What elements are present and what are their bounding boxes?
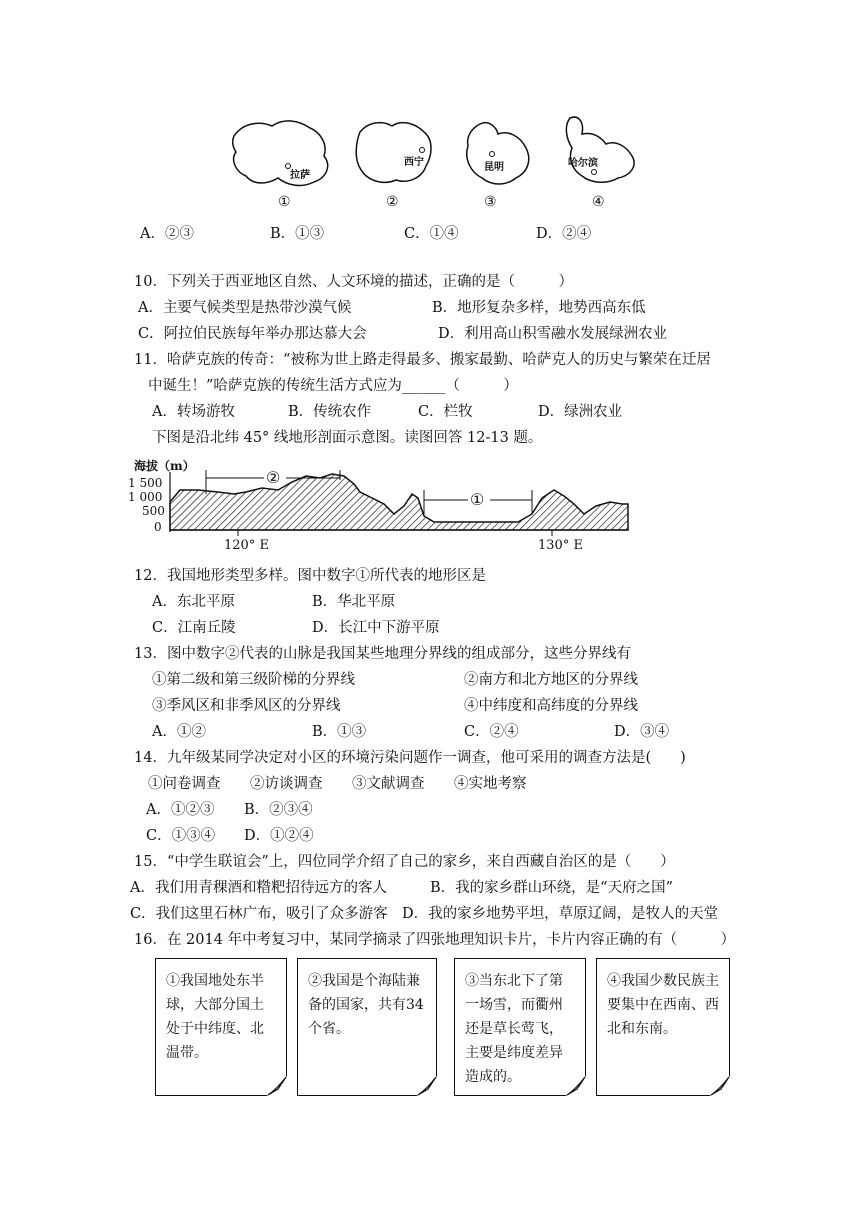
- profile-ytick: 1 000: [128, 490, 163, 504]
- q12-option-c: C．江南丘陵: [152, 620, 236, 636]
- knowledge-card-3: [454, 958, 586, 1096]
- q15-option-a: A．我们用青稞酒和糌粑招待远方的客人: [130, 880, 387, 896]
- q14-item-4: ④实地考察: [454, 776, 527, 792]
- q13-item-1: ①第二级和第三级阶梯的分界线: [152, 672, 355, 688]
- q10-stem: 10．下列关于西亚地区自然、人文环境的描述，正确的是（ ）: [134, 274, 573, 290]
- knowledge-card-1: [155, 958, 287, 1096]
- q11-stem-line2: 中诞生！”哈萨克族的传统生活方式应为______（ ）: [148, 378, 518, 394]
- yunnan-map: [462, 120, 534, 190]
- q11-stem-line1: 11．哈萨克族的传奇：“被称为世上路走得最多、搬家最勤、哈萨克人的历史与繁荣在迁居: [134, 352, 711, 368]
- q11-option-b: B．传统农作: [288, 404, 372, 420]
- q9-option-b: B．①③: [270, 226, 325, 242]
- page-curl-icon: [266, 1075, 288, 1097]
- q13-option-d: D．③④: [614, 724, 670, 740]
- card-text: ④我国少数民族主要集中在西南、西北和东南。: [607, 973, 719, 1037]
- q13-item-2: ②南方和北方地区的分界线: [464, 672, 638, 688]
- q12-option-b: B．华北平原: [312, 594, 396, 610]
- q13-item-3: ③季风区和非季风区的分界线: [152, 698, 341, 714]
- q14-option-c: C．①③④: [146, 828, 216, 844]
- map-number: ②: [386, 194, 399, 210]
- map-number: ④: [592, 194, 605, 210]
- tibet-map: [228, 116, 338, 194]
- q14-option-b: B．②③④: [244, 802, 313, 818]
- map-city-label: 哈尔滨: [568, 158, 598, 169]
- profile-intro: 下图是沿北纬 45° 线地形剖面示意图。读图回答 12-13 题。: [152, 430, 543, 446]
- terrain-profile: [128, 454, 638, 554]
- profile-xtick: 120° E: [224, 538, 269, 553]
- card-text: ②我国是个海陆兼备的国家，共有34 个省。: [308, 973, 424, 1037]
- q11-option-c: C．栏牧: [418, 404, 473, 420]
- q9-option-c: C．①④: [404, 226, 459, 242]
- profile-xtick: 130° E: [538, 538, 583, 553]
- q15-stem: 15．“中学生联谊会”上，四位同学介绍了自己的家乡，来自西藏自治区的是（ ）: [134, 854, 675, 870]
- q10-option-b: B．地形复杂多样，地势西高东低: [432, 300, 646, 316]
- card-text: ①我国地处东半球，大部分国土处于中纬度、北温带。: [166, 973, 264, 1061]
- q9-option-d: D．②④: [536, 226, 592, 242]
- map-city-label: 拉萨: [290, 170, 310, 181]
- card-text: ③当东北下了第一场雪，而衢州还是草长莺飞，主要是纬度差异造成的。: [465, 973, 563, 1085]
- profile-ytick: 0: [154, 520, 162, 534]
- q16-stem: 16．在 2014 年中考复习中，某同学摘录了四张地理知识卡片，卡片内容正确的有（ ）: [134, 932, 736, 948]
- page-curl-icon: [709, 1075, 731, 1097]
- q14-option-d: D．①②④: [244, 828, 314, 844]
- page-curl-icon: [416, 1075, 438, 1097]
- q14-stem: 14．九年级某同学决定对小区的环境污染问题作一调查，他可采用的调查方法是( ): [134, 750, 686, 766]
- q14-option-a: A．①②③: [146, 802, 215, 818]
- map-city-label: 西宁: [404, 157, 424, 168]
- map-city-label: 昆明: [484, 162, 504, 173]
- page-curl-icon: [565, 1075, 587, 1097]
- q13-option-b: B．①③: [312, 724, 367, 740]
- profile-mark-2: ②: [266, 468, 281, 487]
- map-number: ③: [484, 194, 497, 210]
- knowledge-card-4: [596, 958, 730, 1096]
- profile-ylabel: 海拔（m）: [134, 459, 195, 473]
- q10-option-c: C．阿拉伯民族每年举办那达慕大会: [138, 326, 367, 342]
- q12-stem: 12．我国地形类型多样。图中数字①所代表的地形区是: [134, 568, 486, 584]
- knowledge-card-2: [297, 958, 437, 1096]
- q15-option-b: B．我的家乡群山环绕，是“天府之国”: [430, 880, 673, 896]
- q14-item-3: ③文献调查: [352, 776, 425, 792]
- q13-stem: 13．图中数字②代表的山脉是我国某些地理分界线的组成部分，这些分界线有: [134, 646, 631, 662]
- profile-ytick: 1 500: [128, 476, 163, 490]
- q12-option-d: D．长江中下游平原: [312, 620, 440, 636]
- q13-option-c: C．②④: [464, 724, 519, 740]
- q13-option-a: A．①②: [152, 724, 206, 740]
- heilongjiang-map: [562, 114, 640, 188]
- q14-item-2: ②访谈调查: [250, 776, 323, 792]
- map-number: ①: [278, 194, 291, 210]
- q11-option-d: D．绿洲农业: [538, 404, 623, 420]
- q9-option-a: A．②③: [140, 226, 194, 242]
- profile-ytick: 500: [142, 504, 165, 518]
- q15-option-d: D．我的家乡地势平坦，草原辽阔，是牧人的天堂: [402, 906, 719, 922]
- profile-mark-1: ①: [470, 490, 485, 509]
- q10-option-a: A．主要气候类型是热带沙漠气候: [138, 300, 352, 316]
- q12-option-a: A．东北平原: [152, 594, 235, 610]
- q11-option-a: A．转场游牧: [152, 404, 235, 420]
- q15-option-c: C．我们这里石林广布，吸引了众多游客: [130, 906, 388, 922]
- q14-item-1: ①问卷调查: [148, 776, 221, 792]
- q10-option-d: D．利用高山积雪融水发展绿洲农业: [438, 326, 668, 342]
- q13-item-4: ④中纬度和高纬度的分界线: [464, 698, 638, 714]
